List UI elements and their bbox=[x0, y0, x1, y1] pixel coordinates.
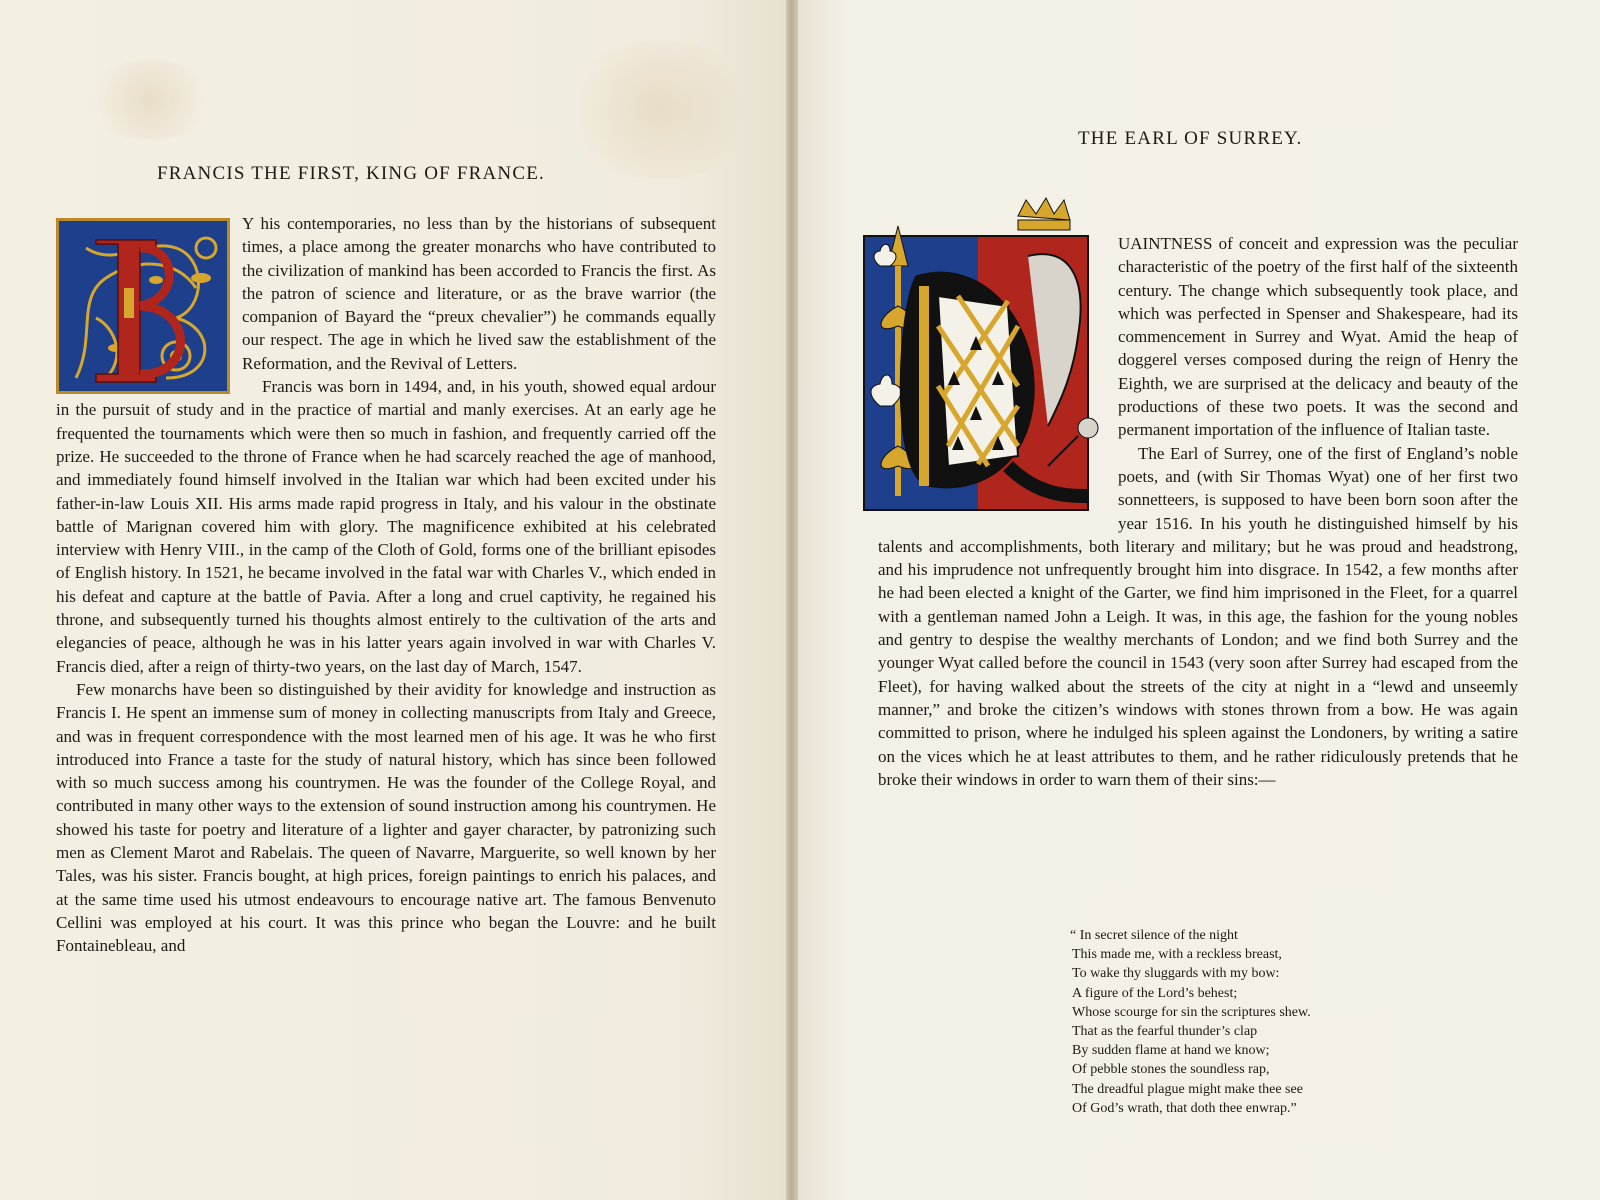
page-title: FRANCIS THE FIRST, KING OF FRANCE. bbox=[157, 163, 545, 184]
paragraph: The Earl of Surrey, one of the first of England’s noble poets, and (with Sir Thomas Wyat) one of her first two sonnetteers, is supposed to have been born soon after the year 1516. In his youth he distinguished himself by his talents and accomplishments, both literary and military; but he was proud and headstrong, and his imprudence not unfrequently brought him into disgrace. In 1542, a few months after he had been elected a knight of the Garter, we find him imprisoned in the Fleet, for a quarrel with a gentleman named John a Leigh. It was, in this age, the fashion for the young nobles and gentry to despise the wealthy merchants of London; and we find both Surrey and the younger Wyat called before the council in 1543 (very soon after Surrey had escaped from the Fleet), for having walked about the streets of the city at night in a “lewd and unseemly manner,” and broke the citizen’s windows with stones thrown from a bow. He was again committed to prison, where he indulged his spleen against the Londoners, by writing a satire on the vices which he at least attributes to them, and he rather ridiculously pretends that he broke their windows in order to warn them of their sins:— bbox=[878, 443, 1518, 789]
illuminated-initial-q bbox=[858, 196, 1108, 514]
article-body bbox=[878, 232, 1518, 791]
right-page bbox=[798, 0, 1600, 1200]
illuminated-initial-b bbox=[56, 218, 230, 394]
verse-line: The dreadful plague might make thee see bbox=[1072, 1081, 1303, 1097]
verse-line: “ In secret silence of the night bbox=[1070, 928, 1238, 943]
left-page bbox=[0, 0, 792, 1200]
page-title: THE EARL OF SURREY. bbox=[1078, 128, 1303, 149]
verse-line: That as the fearful thunder’s clap bbox=[1072, 1024, 1258, 1040]
verse-line: To wake thy sluggards with my bow: bbox=[1072, 966, 1280, 982]
verse-line: A figure of the Lord’s behest; bbox=[1072, 985, 1238, 1001]
article-body bbox=[56, 212, 716, 958]
paragraph: Francis was born in 1494, and, in his youth, showed equal ardour in the pursuit of study and in the practice of martial and manly exercises. At an early age he frequented the tournaments which were then so much in fashion, and frequently carried off the prize. He succeeded to the throne of France when he had scarcely reached the age of manhood, and immediately found himself involved in the Italian war which had been excited under his father-in-law Louis XII. His arms made rapid progress in Italy, and his valour in the obstinate battle of Marignan covered him with glory. The magnificence exhibited at his celebrated interview with Henry VIII., in the camp of the Cloth of Gold, forms one of the brilliant episodes of English history. In 1521, he became involved in the fatal war with Charles V., which ended in his defeat and capture at the battle of Pavia. After a long and cruel captivity, he regained his throne, and subsequently turned his thoughts almost entirely to the cultivation of the arts and elegancies of peace, although he was in his latter years again involved in war with Charles V. Francis died, after a reign of thirty-two years, on the last day of March, 1547. bbox=[56, 377, 716, 676]
verse-line: Of God’s wrath, that doth thee enwrap.” bbox=[1072, 1100, 1297, 1116]
verse-line: This made me, with a reckless breast, bbox=[1072, 947, 1282, 963]
paragraph: Y his contemporaries, no less than by the historians of subsequent times, a place among the greater monarchs who have contributed to the civilization of mankind has been accorded to Francis the first. As the patron of science and literature, or as the brave warrior (the companion of Bayard the “preux chevalier”) he commands equally our respect. The age in which he lived saw the establishment of the Reformation, and the Revival of Letters. bbox=[242, 214, 716, 373]
verse-line: Of pebble stones the soundless rap, bbox=[1072, 1062, 1270, 1078]
verse-line: Whose scourge for sin the scriptures shew. bbox=[1072, 1004, 1311, 1020]
verse-line: By sudden flame at hand we know; bbox=[1072, 1043, 1270, 1059]
poem-quotation bbox=[1070, 926, 1311, 1118]
paragraph: Few monarchs have been so distinguished by their avidity for knowledge and instruction as Francis I. He spent an immense sum of money in collecting manuscripts from Italy and Greece, and was in frequent correspondence with the most learned men of his age. It was he who first introduced into France a taste for the study of natural history, which has since been followed with so much success among his countrymen. He was the founder of the College Royal, and contributed in many other ways to the extension of sound instruction among his countrymen. He showed his taste for poetry and literature of a lighter and gayer character, by patronizing such men as Clement Marot and Rabelais. The queen of Navarre, Marguerite, so well known by her Tales, was his sister. Francis bought, at high prices, foreign paintings to enrich his palaces, and at the same time used his utmost endeavours to encourage native art. The famous Benvenuto Cellini was employed at his court. It was this prince who began the Louvre: and he built Fontainebleau, and bbox=[56, 679, 716, 956]
paragraph: UAINTNESS of conceit and expression was the peculiar characteristic of the poetry of the first half of the sixteenth century. The change which subsequently took place, and which was perfected in Spenser and Shakespeare, had its commencement in Surrey and Wyat. Amid the heap of doggerel verses composed during the reign of Henry the Eighth, we are surprised at the delicacy and beauty of the productions of these two poets. It was the second and permanent importation of the influence of Italian taste. bbox=[1118, 234, 1518, 440]
